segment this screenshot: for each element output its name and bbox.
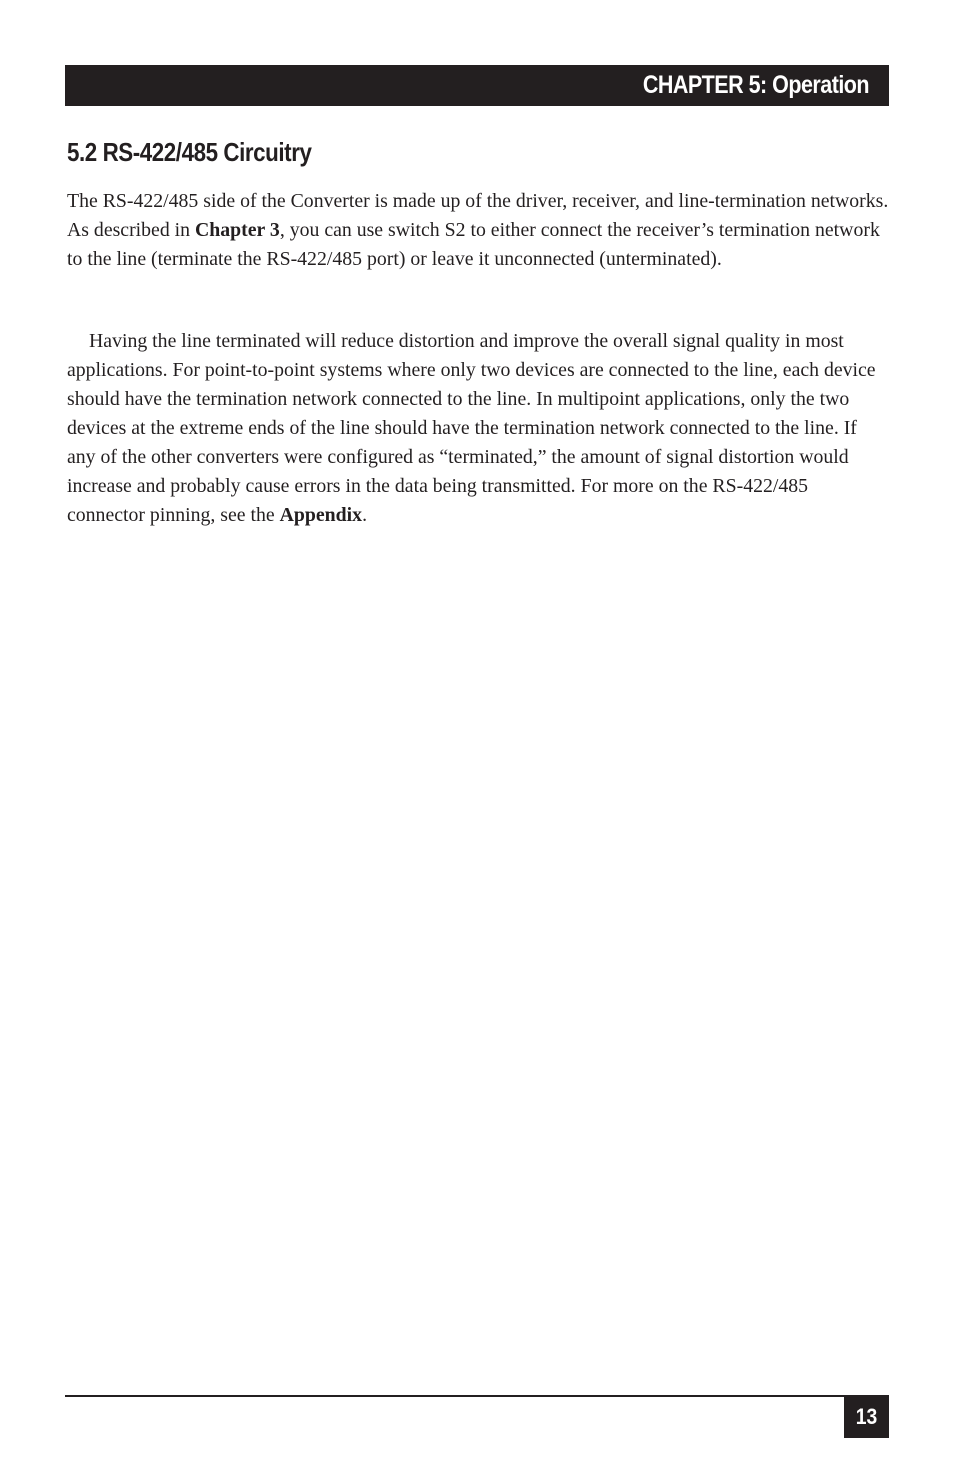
page-number: 13: [855, 1404, 878, 1429]
paragraph-text: Having the line terminated will reduce distortion and improve the overall signal quality in most applications. For point-to-point systems where only two devices are connected to the line, each device should have the termination network connected to the line. In multipoint applications, only the two devices at the extreme ends of the line should have the termination network connected to the line. If any of the other converters were configured as “terminated,” the amount of signal distortion would increase and probably cause errors in the data being transmitted. For more on the RS-422/485 connector pinning, see the: [67, 330, 876, 526]
chapter-header-bar: [65, 65, 889, 106]
appendix-reference: Appendix: [279, 504, 363, 526]
section-heading: 5.2 RS-422/485 Circuitry: [67, 137, 312, 167]
paragraph-termination-overview: [67, 187, 889, 274]
paragraph-text: The RS-422/485 side of the Converter is made up of the driver, receiver, and line-termination networks. As described in: [67, 190, 889, 241]
chapter-reference: Chapter 3: [195, 219, 280, 241]
paragraph-termination-details: [67, 327, 889, 530]
paragraph-text: .: [362, 504, 368, 526]
chapter-title: CHAPTER 5: Operation: [642, 71, 869, 99]
footer-rule: [65, 1395, 845, 1397]
paragraph-text: , you can use switch S2 to either connect the receiver’s termination network to the line (terminate the RS-422/485 port) or leave it unconnected (unterminated).: [67, 219, 880, 270]
page-number-box: [844, 1395, 889, 1438]
